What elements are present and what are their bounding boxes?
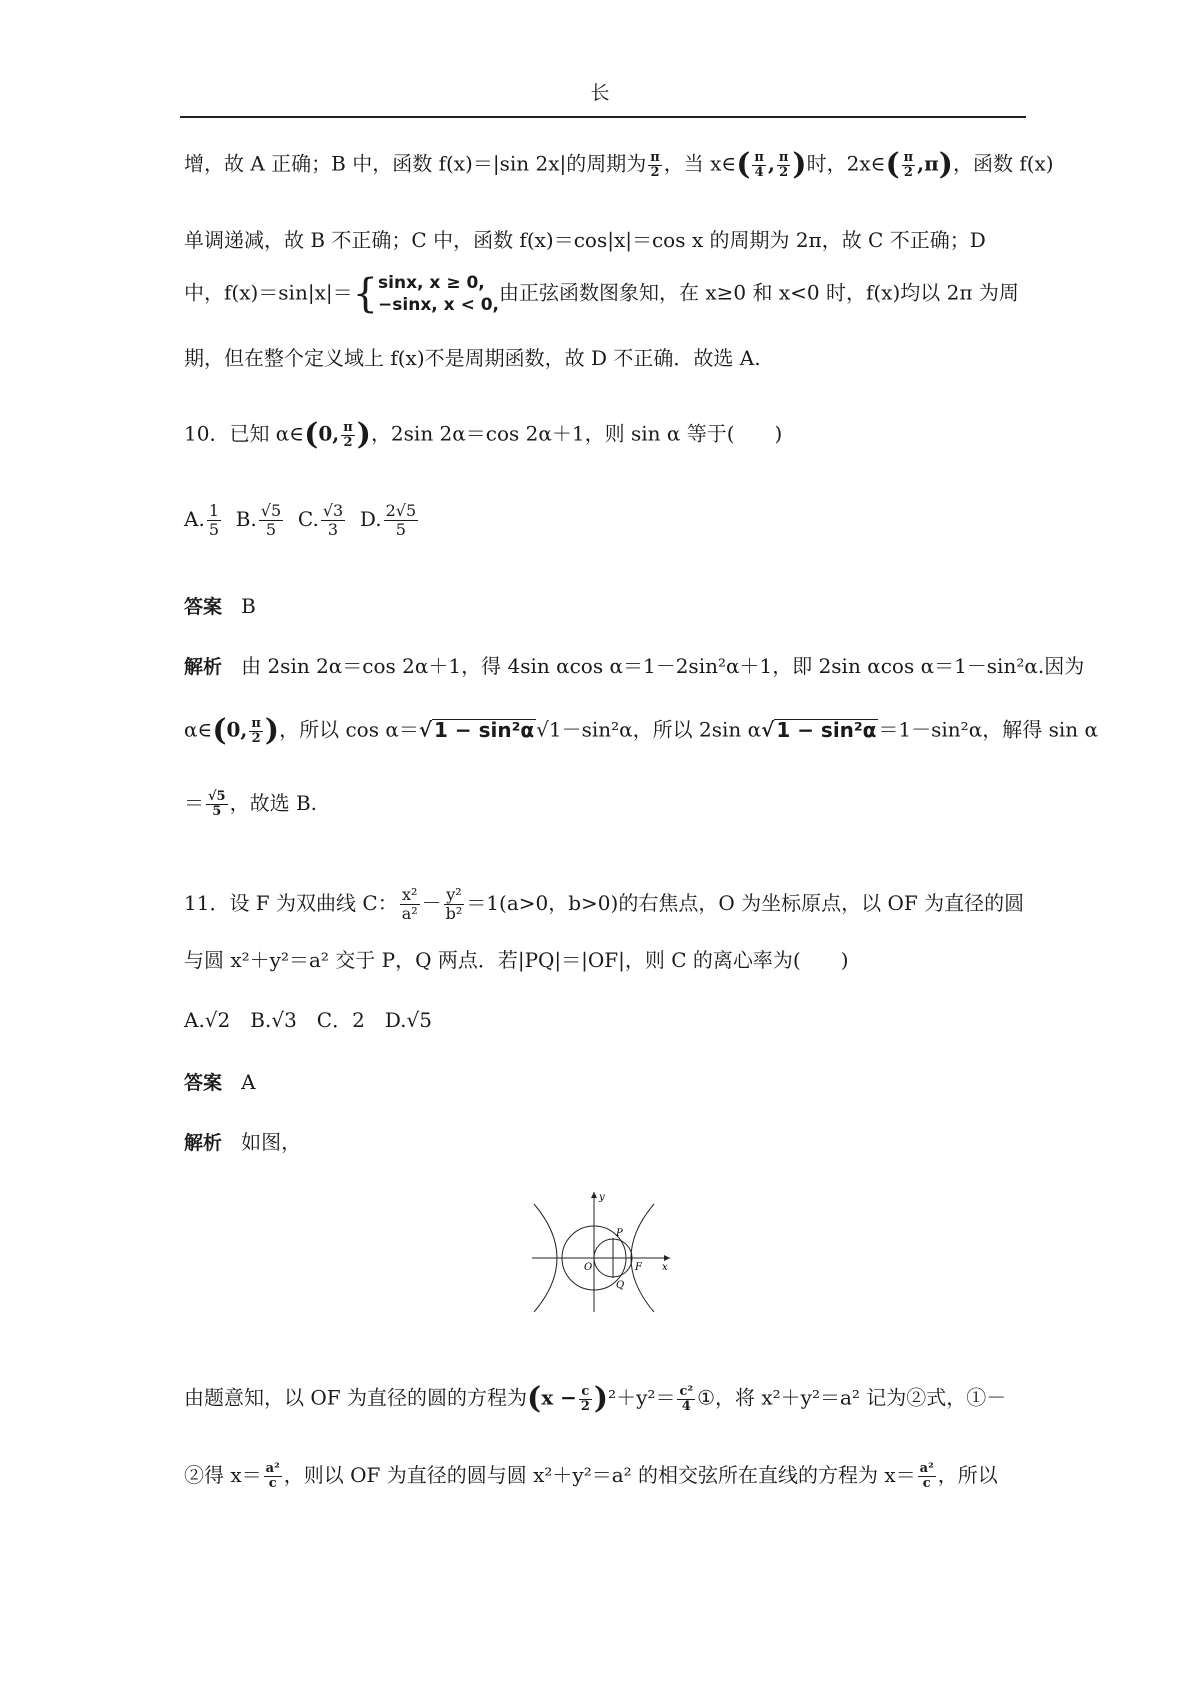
numerator: π xyxy=(343,419,353,435)
q11-analysis xyxy=(184,1132,1030,1153)
denominator: 5 xyxy=(265,520,277,539)
numerator: √5 xyxy=(260,501,282,520)
fraction xyxy=(264,1462,282,1491)
fraction xyxy=(444,886,465,923)
analysis-label: 解析 xyxy=(184,1132,223,1154)
label-Q: Q xyxy=(616,1280,625,1291)
text: ，2sin 2α＝cos 2α＋1，则 sin α 等于( ) xyxy=(370,421,783,446)
pi-text: ,π xyxy=(917,151,939,176)
option-fraction xyxy=(207,502,221,539)
text: ②得 x＝ xyxy=(184,1463,262,1487)
text: 由正弦函数图象知，在 x≥0 和 x<0 时，f(x)均以 2π 为周 xyxy=(499,280,1019,305)
denominator: c xyxy=(922,1476,931,1491)
text: ，当 x∈ xyxy=(663,151,737,176)
numerator: π xyxy=(650,149,660,165)
numerator: π xyxy=(778,149,789,165)
numerator: √3 xyxy=(322,501,344,520)
q9-line-3 xyxy=(184,272,1030,316)
denominator: 5 xyxy=(212,804,222,819)
left-paren: ( xyxy=(736,147,751,182)
q11-explain-1 xyxy=(184,1381,1030,1416)
numerator: y² xyxy=(444,886,465,905)
fraction xyxy=(579,1385,592,1414)
piecewise xyxy=(378,272,499,316)
analysis-label: 解析 xyxy=(184,656,223,678)
zero-text: 0, xyxy=(226,717,248,742)
option-label: B. xyxy=(235,507,257,531)
denominator: 3 xyxy=(327,520,339,539)
sqrt-expression: 1 − sin²α xyxy=(776,717,877,742)
denominator: 2 xyxy=(903,164,913,180)
text: √1－sin²α，所以 2sin α xyxy=(536,717,762,742)
left-paren: ( xyxy=(212,713,227,748)
label-x: x xyxy=(662,1262,668,1273)
text: ，所以 cos α＝ xyxy=(279,717,419,742)
q10-options xyxy=(184,502,1030,539)
text: ，故选 B. xyxy=(229,791,318,815)
answer-value: B xyxy=(241,594,256,618)
numerator: 1 xyxy=(208,501,219,520)
numerator: a² xyxy=(265,1461,280,1476)
q11-stem-1 xyxy=(184,886,1030,923)
q10-analysis-1 xyxy=(184,654,1085,678)
numerator: x² xyxy=(400,886,420,905)
fraction xyxy=(206,790,228,819)
text: 由 2sin 2α＝cos 2α＋1，得 4sin αcos α＝1－2sin²α＋1，即 2sin αcos α＝1－sin²α.因为 xyxy=(241,654,1085,678)
text: 11．设 F 为双曲线 C： xyxy=(184,891,398,915)
q10-analysis-2: α∈(0, $\frac{\pi}{2}$ )，所以 cos α＝√ 1 − sin²α √1－sin²α，所以 2sin α√ 1 − sin²α ＝1－sin²α，解得 sin α xyxy=(184,713,1098,748)
y-axis-arrow xyxy=(591,1192,597,1198)
answer-value: A xyxy=(241,1070,256,1094)
text: 增，故 A 正确；B 中，函数 f(x)＝|sin 2x|的周期为 xyxy=(184,151,647,176)
fraction xyxy=(902,151,916,180)
text: ，则以 OF 为直径的圆与圆 x²＋y²＝a² 的相交弦所在直线的方程为 x＝ xyxy=(283,1463,916,1487)
label-P: P xyxy=(616,1228,623,1239)
text: ²＋y²＝ xyxy=(608,1385,676,1410)
option-label: C. xyxy=(297,507,319,531)
sqrt-expression: 1 − sin²α xyxy=(434,717,535,742)
label-y: y xyxy=(599,1192,605,1203)
label-F: F xyxy=(635,1262,642,1273)
hyperbola-figure xyxy=(532,1190,674,1312)
minus: － xyxy=(421,891,442,915)
text: 中，f(x)＝sin|x|＝ xyxy=(184,280,353,305)
text: ＝1－sin²α，解得 sin α xyxy=(878,717,1098,742)
text: ＝1(a>0，b>0)的右焦点，O 为坐标原点，以 OF 为直径的圆 xyxy=(466,891,1025,915)
fraction xyxy=(777,151,791,180)
text: ，所以 xyxy=(937,1463,998,1487)
q11-explain-2 xyxy=(184,1462,1030,1491)
left-paren: ( xyxy=(527,1381,542,1416)
case-row: −sinx, x < 0, xyxy=(378,295,500,315)
q9-line-4: 期，但在整个定义域上 f(x)不是周期函数，故 D 不正确．故选 A. xyxy=(184,346,761,370)
denominator: 2 xyxy=(251,730,261,746)
zero-text: 0, xyxy=(318,421,340,446)
right-paren: ) xyxy=(938,147,953,182)
q10-stem xyxy=(184,417,1030,452)
right-paren: ) xyxy=(792,147,807,182)
left-paren: ( xyxy=(304,417,319,452)
fraction xyxy=(677,1385,695,1414)
text: 如图， xyxy=(241,1130,302,1154)
denominator: 2 xyxy=(580,1398,590,1414)
fraction xyxy=(752,151,766,180)
denominator: a² xyxy=(401,904,418,923)
denominator: 4 xyxy=(681,1398,691,1414)
denominator: c xyxy=(268,1476,277,1491)
text: ＝ xyxy=(184,791,204,815)
option-fraction xyxy=(321,502,345,539)
x-axis-arrow xyxy=(664,1255,670,1261)
right-paren: ) xyxy=(264,713,280,748)
denominator: 2 xyxy=(779,164,789,180)
text: 由题意知，以 OF 为直径的圆的方程为 xyxy=(184,1385,527,1410)
numerator: √5 xyxy=(208,789,226,804)
q9-line-1: 增，故 A 正确；B 中，函数 f(x)＝|sin 2x|的周期为 $\frac{\pi}{2}$ ，当 x∈( $\frac{\pi}{4}$ , $\frac{\pi}{2}$ )时，2x∈( $\frac{\pi}{2}$ ,π)，函数 f(x) xyxy=(184,147,1054,182)
q11-answer xyxy=(184,1072,1030,1093)
q11-options: A.√2 B.√3 C．2 D.√5 xyxy=(184,1008,432,1032)
option-label: A. xyxy=(184,507,205,531)
numerator: π xyxy=(754,149,764,165)
option-fraction xyxy=(259,502,283,539)
text: α∈ xyxy=(184,717,213,742)
paren-text: x − xyxy=(541,1385,577,1410)
q10-answer xyxy=(184,596,1030,617)
fraction xyxy=(648,151,662,180)
text: ①，将 x²＋y²＝a² 记为②式，①－ xyxy=(697,1385,1007,1410)
denominator: 4 xyxy=(754,164,764,180)
fraction xyxy=(918,1462,936,1491)
left-paren: ( xyxy=(885,147,900,182)
numerator: c xyxy=(579,1385,592,1400)
q11-stem-2: 与圆 x²＋y²＝a² 交于 P，Q 两点．若|PQ|＝|OF|，则 C 的离心率为( ) xyxy=(184,948,849,972)
denominator: 2 xyxy=(343,434,353,450)
page-header: 长 xyxy=(590,82,610,104)
label-O: O xyxy=(584,1262,593,1273)
case-row: sinx, x ≥ 0, xyxy=(378,273,485,293)
numerator: 2√5 xyxy=(385,501,417,520)
denominator: 2 xyxy=(650,164,660,180)
fraction xyxy=(341,421,355,450)
numerator: π xyxy=(903,149,914,165)
right-paren: ) xyxy=(356,417,371,452)
answer-label: 答案 xyxy=(184,596,223,618)
right-paren: ) xyxy=(593,1381,609,1416)
denominator: 5 xyxy=(208,520,219,539)
denominator: b² xyxy=(445,904,463,923)
answer-label: 答案 xyxy=(184,1072,223,1094)
numerator: a² xyxy=(919,1461,934,1476)
fraction xyxy=(249,717,263,746)
numerator: π xyxy=(251,715,261,731)
left-brace: { xyxy=(352,271,379,317)
fraction xyxy=(400,886,420,923)
q10-analysis-3 xyxy=(184,790,1030,819)
q9-line-2: 单调递减，故 B 不正确；C 中，函数 f(x)＝cos|x|＝cos x 的周期为 2π，故 C 不正确；D xyxy=(184,228,986,252)
option-label: D. xyxy=(359,507,382,531)
header-rule xyxy=(180,116,1026,118)
option-fraction xyxy=(384,502,419,539)
numerator: c² xyxy=(679,1383,694,1399)
text: ，函数 f(x) xyxy=(952,151,1054,176)
text: 时，2x∈ xyxy=(806,151,886,176)
text: 10．已知 α∈ xyxy=(184,421,305,446)
denominator: 5 xyxy=(395,520,406,539)
